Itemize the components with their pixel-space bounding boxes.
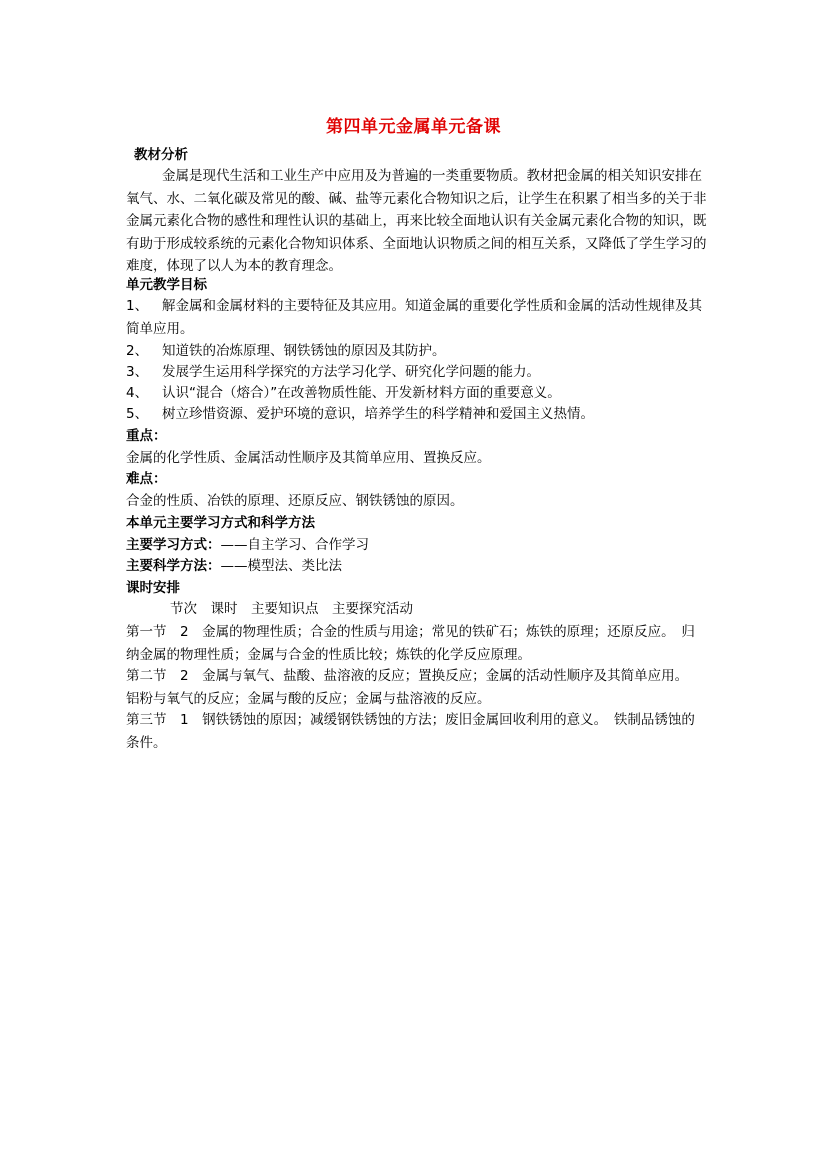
goal-item-1 — [126, 295, 708, 340]
schedule-row-3: 第三节 1 钢铁锈蚀的原因；减缓钢铁锈蚀的方法；废旧金属回收利用的意义。 铁制品锈蚀的条件。 — [126, 712, 695, 751]
goal-text: 树立珍惜资源、爱护环境的意识，培养学生的科学精神和爱国主义热情。 — [162, 406, 594, 422]
learning-methods — [126, 535, 708, 556]
schedule-heading: 课时安排 — [126, 580, 180, 596]
goal-number: 1、 — [126, 298, 149, 314]
difficulties-text: 合金的性质、冶铁的原理、还原反应、钢铁锈蚀的原因。 — [126, 493, 464, 509]
section-heading-goals: 单元教学目标 — [126, 277, 207, 293]
methods-heading: 本单元主要学习方式和科学方法 — [126, 515, 315, 531]
key-points-text: 金属的化学性质、金属活动性顺序及其简单应用、置换反应。 — [126, 450, 491, 466]
goal-item-5 — [126, 404, 708, 425]
science-methods — [126, 556, 708, 577]
science-methods-value: ——模型法、类比法 — [220, 558, 342, 574]
learning-methods-value: ——自主学习、合作学习 — [220, 537, 369, 553]
goal-number: 4、 — [126, 385, 149, 401]
page-title: 第四单元金属单元备课 — [326, 117, 501, 137]
goal-number: 2、 — [126, 343, 149, 359]
goal-text: 认识“混合（熔合）”在改善物质性能、开发新材料方面的重要意义。 — [162, 385, 561, 401]
learning-methods-label: 主要学习方式： — [126, 537, 221, 553]
schedule-row-1: 第一节 2 金属的物理性质；合金的性质与用途；常见的铁矿石；炼铁的原理；还原反应。 归纳金属的物理性质；金属与合金的性质比较；炼铁的化学反应原理。 — [126, 624, 695, 663]
goal-item-4 — [126, 383, 708, 404]
goal-number: 3、 — [126, 364, 149, 380]
goal-text: 解金属和金属材料的主要特征及其应用。知道金属的重要化学性质和金属的活动性规律及其简单应用。 — [126, 298, 702, 337]
goal-text: 发展学生运用科学探究的方法学习化学、研究化学问题的能力。 — [162, 364, 540, 380]
goal-number: 5、 — [126, 406, 149, 422]
analysis-paragraph: 金属是现代生活和工业生产中应用及为普遍的一类重要物质。教材把金属的相关知识安排在氧气、水、二氧化碳及常见的酸、碱、盐等元素化合物知识之后，让学生在积累了相当多的关于非金属元素化合物的感性和理性认识的基础上，再来比较全面地认识有关金属元素化合物的知识，既有助于形成较系统的元素化合物知识体系、全面地认识物质之间的相互关系，又降低了学生学习的难度，体现了以人为本的教育理念。 — [126, 168, 707, 274]
schedule-row-2: 第二节 2 金属与氧气、盐酸、盐溶液的反应；置换反应；金属的活动性顺序及其简单应用。 铝粉与氧气的反应；金属与酸的反应；金属与盐溶液的反应。 — [126, 668, 695, 707]
difficulties-heading: 难点： — [126, 471, 167, 487]
goal-item-3 — [126, 362, 708, 383]
science-methods-label: 主要科学方法： — [126, 558, 221, 574]
goal-text: 知道铁的冶炼原理、钢铁锈蚀的原因及其防护。 — [162, 343, 446, 359]
section-heading-analysis: 教材分析 — [134, 147, 188, 163]
schedule-columns: 节次 课时 主要知识点 主要探究活动 — [170, 601, 413, 617]
goal-item-2 — [126, 341, 708, 362]
key-points-heading: 重点： — [126, 428, 167, 444]
